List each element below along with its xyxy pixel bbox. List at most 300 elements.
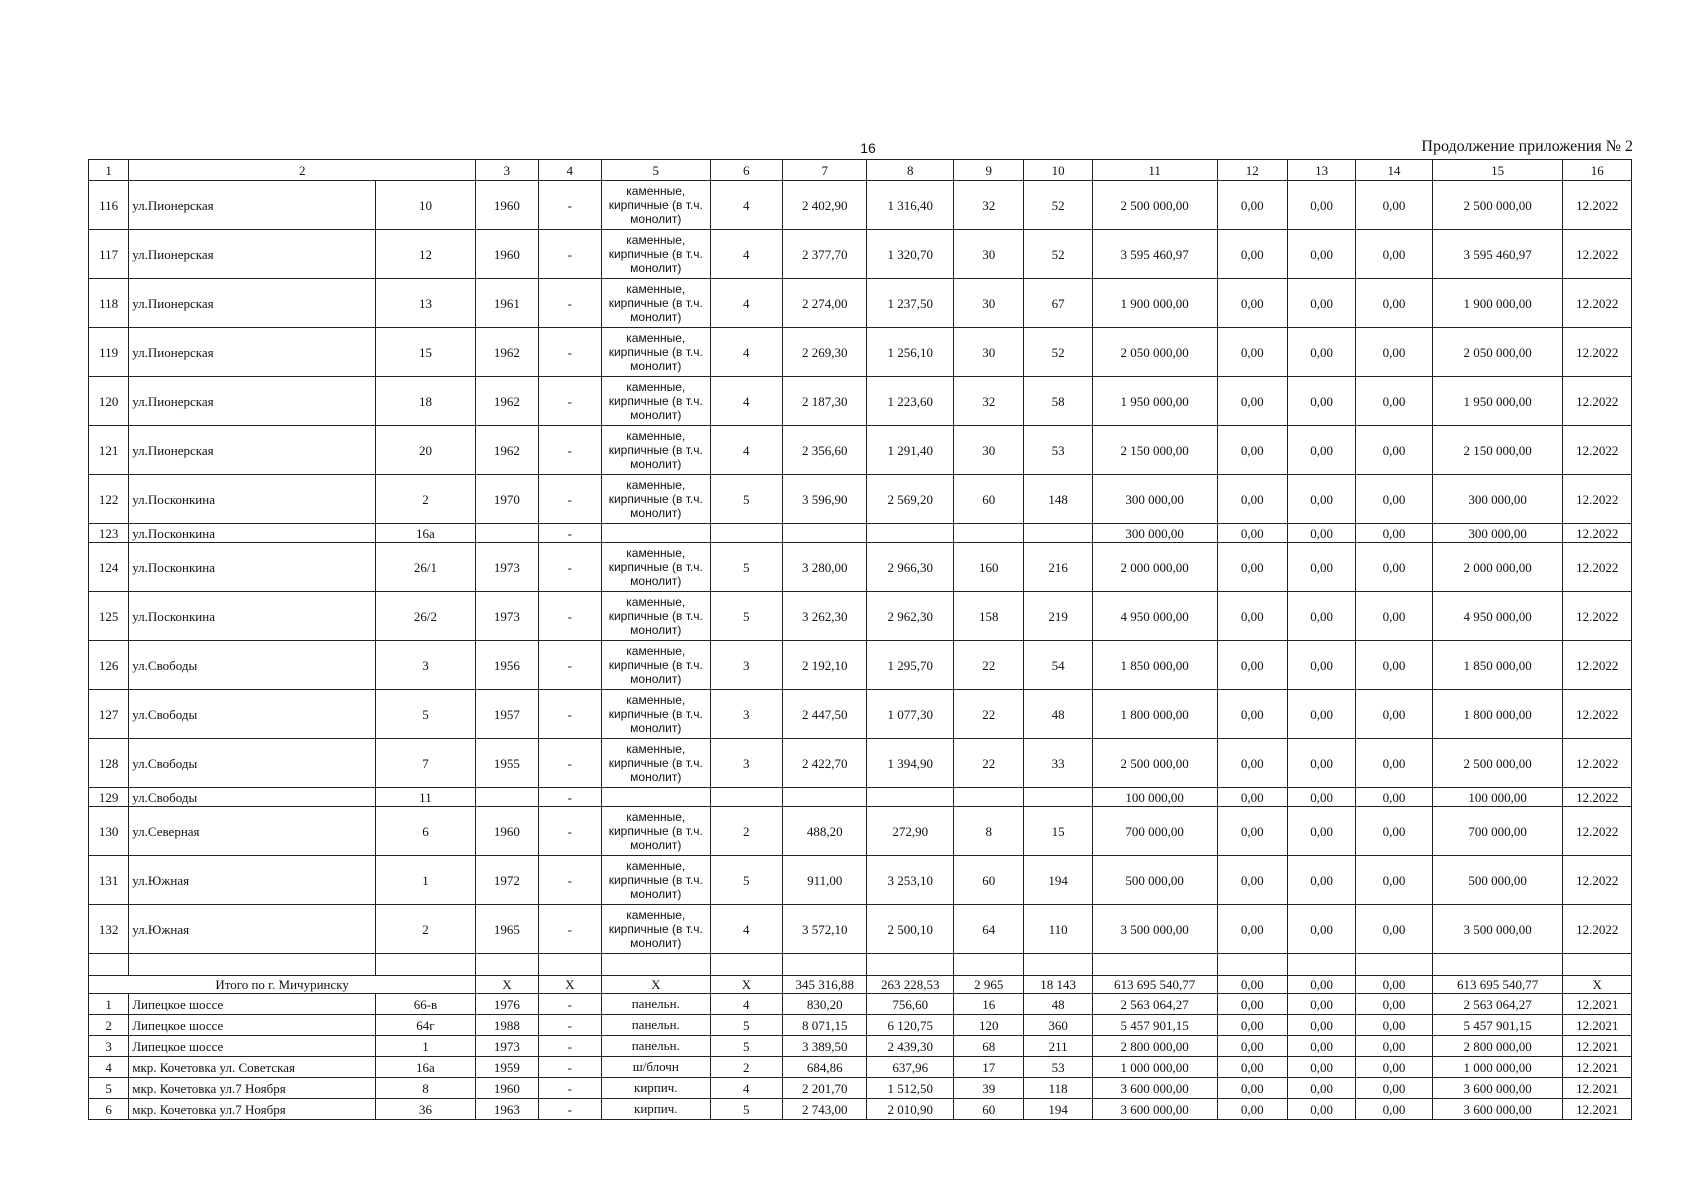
table-row	[89, 524, 1632, 543]
column-12-value: 0,00	[1217, 181, 1287, 230]
row-number: 2	[89, 1015, 129, 1036]
completion-date: 12.2022	[1563, 739, 1632, 788]
column-14-value: 0,00	[1356, 230, 1432, 279]
wall-material: каменные, кирпичные (в т.ч. монолит)	[601, 543, 710, 592]
wall-material: каменные, кирпичные (в т.ч. монолит)	[601, 426, 710, 475]
column-header: 6	[710, 160, 782, 181]
column-4-value: -	[538, 1099, 601, 1120]
column-14-value: 0,00	[1356, 1036, 1432, 1057]
column-15-value: 2 500 000,00	[1432, 181, 1563, 230]
living-area: 6 120,75	[867, 1015, 954, 1036]
blank-cell	[783, 954, 867, 976]
floor-count: 3	[710, 641, 782, 690]
build-year: 1960	[476, 230, 538, 279]
column-10-value: 15	[1024, 807, 1092, 856]
column-15-value: 700 000,00	[1432, 807, 1563, 856]
table-row	[89, 739, 1632, 788]
column-14-value: 0,00	[1356, 994, 1432, 1015]
street-name: ул.Пионерская	[129, 328, 375, 377]
column-10-value: 360	[1024, 1015, 1092, 1036]
column-14-value: 0,00	[1356, 856, 1432, 905]
table-row	[89, 994, 1632, 1015]
column-15-value: 1 800 000,00	[1432, 690, 1563, 739]
column-9-value: 60	[953, 1099, 1023, 1120]
build-year	[476, 524, 538, 543]
column-15-value: 1 900 000,00	[1432, 279, 1563, 328]
total-cost: 100 000,00	[1092, 788, 1217, 807]
total-cost: 3 600 000,00	[1092, 1099, 1217, 1120]
row-number: 118	[89, 279, 129, 328]
completion-date: 12.2022	[1563, 377, 1632, 426]
house-number: 18	[375, 377, 476, 426]
build-year: 1965	[476, 905, 538, 954]
column-header: 8	[867, 160, 954, 181]
total-cost: 1 950 000,00	[1092, 377, 1217, 426]
completion-date: 12.2021	[1563, 1057, 1632, 1078]
column-4-value: -	[538, 279, 601, 328]
column-12-value: 0,00	[1217, 328, 1287, 377]
column-header: 9	[953, 160, 1023, 181]
street-name: мкр. Кочетовка ул. Советская	[129, 1057, 375, 1078]
house-number: 8	[375, 1078, 476, 1099]
total-cost: 5 457 901,15	[1092, 1015, 1217, 1036]
column-9-value: 17	[953, 1057, 1023, 1078]
column-10-value: 148	[1024, 475, 1092, 524]
column-header: 10	[1024, 160, 1092, 181]
living-area: 1 077,30	[867, 690, 954, 739]
wall-material: каменные, кирпичные (в т.ч. монолит)	[601, 377, 710, 426]
column-header: 12	[1217, 160, 1287, 181]
total-area: 2 356,60	[783, 426, 867, 475]
street-name: ул.Посконкина	[129, 592, 375, 641]
column-12-value: 0,00	[1217, 1057, 1287, 1078]
column-4-value: -	[538, 788, 601, 807]
blank-cell	[710, 954, 782, 976]
column-10-value: 53	[1024, 1057, 1092, 1078]
total-area: 3 280,00	[783, 543, 867, 592]
house-number: 6	[375, 807, 476, 856]
total-cost: 2 500 000,00	[1092, 181, 1217, 230]
column-12-value: 0,00	[1217, 641, 1287, 690]
floor-count: 5	[710, 1015, 782, 1036]
build-year: 1970	[476, 475, 538, 524]
street-name: мкр. Кочетовка ул.7 Ноября	[129, 1099, 375, 1120]
living-area: 1 320,70	[867, 230, 954, 279]
table-row	[89, 1036, 1632, 1057]
total-floors: X	[710, 976, 782, 994]
street-name: ул.Южная	[129, 905, 375, 954]
column-13-value: 0,00	[1287, 524, 1355, 543]
build-year: 1960	[476, 181, 538, 230]
floor-count: 5	[710, 1099, 782, 1120]
total-area: 2 743,00	[783, 1099, 867, 1120]
column-9-value: 60	[953, 856, 1023, 905]
street-name: ул.Пионерская	[129, 230, 375, 279]
floor-count: 4	[710, 279, 782, 328]
house-number: 13	[375, 279, 476, 328]
row-number: 126	[89, 641, 129, 690]
house-number: 15	[375, 328, 476, 377]
appendix-heading: Продолжение приложения № 2	[1421, 138, 1633, 155]
total-area: 8 071,15	[783, 1015, 867, 1036]
column-4-value: -	[538, 641, 601, 690]
row-number: 129	[89, 788, 129, 807]
wall-material	[601, 788, 710, 807]
house-number: 64г	[375, 1015, 476, 1036]
street-name: ул.Свободы	[129, 641, 375, 690]
table-row	[89, 279, 1632, 328]
table-row	[89, 377, 1632, 426]
total-cost: 300 000,00	[1092, 524, 1217, 543]
living-area: 2 569,20	[867, 475, 954, 524]
living-area: 2 439,30	[867, 1036, 954, 1057]
column-12-value: 0,00	[1217, 905, 1287, 954]
living-area: 1 223,60	[867, 377, 954, 426]
row-number: 125	[89, 592, 129, 641]
row-number: 6	[89, 1099, 129, 1120]
column-9-value: 30	[953, 328, 1023, 377]
wall-material: каменные, кирпичные (в т.ч. монолит)	[601, 690, 710, 739]
street-name: ул.Свободы	[129, 788, 375, 807]
column-4-value: -	[538, 1015, 601, 1036]
floor-count: 4	[710, 181, 782, 230]
floor-count: 5	[710, 1036, 782, 1057]
column-13-value: 0,00	[1287, 328, 1355, 377]
wall-material: каменные, кирпичные (в т.ч. монолит)	[601, 328, 710, 377]
column-14-value: 0,00	[1356, 1015, 1432, 1036]
street-name: Липецкое шоссе	[129, 1036, 375, 1057]
column-14-value: 0,00	[1356, 690, 1432, 739]
house-number: 26/1	[375, 543, 476, 592]
column-header: 16	[1563, 160, 1632, 181]
column-9-value: 39	[953, 1078, 1023, 1099]
wall-material: кирпич.	[601, 1078, 710, 1099]
table-row	[89, 475, 1632, 524]
total-date: X	[1563, 976, 1632, 994]
column-4-value: -	[538, 739, 601, 788]
table-row	[89, 690, 1632, 739]
row-number: 121	[89, 426, 129, 475]
column-13-value: 0,00	[1287, 377, 1355, 426]
blank-cell	[1356, 954, 1432, 976]
living-area: 2 500,10	[867, 905, 954, 954]
column-header: 7	[783, 160, 867, 181]
column-14-value: 0,00	[1356, 181, 1432, 230]
street-name: ул.Посконкина	[129, 475, 375, 524]
column-10-value: 216	[1024, 543, 1092, 592]
house-number: 26/2	[375, 592, 476, 641]
table-row	[89, 592, 1632, 641]
blank-cell	[601, 954, 710, 976]
column-13-value: 0,00	[1287, 690, 1355, 739]
row-number: 117	[89, 230, 129, 279]
total-c12: 0,00	[1217, 976, 1287, 994]
column-10-value: 53	[1024, 426, 1092, 475]
table-row	[89, 905, 1632, 954]
column-15-value: 500 000,00	[1432, 856, 1563, 905]
blank-cell	[1287, 954, 1355, 976]
column-12-value: 0,00	[1217, 739, 1287, 788]
total-area-living: 263 228,53	[867, 976, 954, 994]
total-area: 488,20	[783, 807, 867, 856]
total-area: 2 274,00	[783, 279, 867, 328]
build-year: 1972	[476, 856, 538, 905]
street-name: ул.Пионерская	[129, 426, 375, 475]
completion-date: 12.2021	[1563, 994, 1632, 1015]
column-9-value: 160	[953, 543, 1023, 592]
total-cost: 2 563 064,27	[1092, 994, 1217, 1015]
blank-cell	[1563, 954, 1632, 976]
column-header: 3	[476, 160, 538, 181]
floor-count: 3	[710, 690, 782, 739]
column-4-value: -	[538, 181, 601, 230]
street-name: ул.Свободы	[129, 690, 375, 739]
completion-date: 12.2022	[1563, 524, 1632, 543]
housing-register-table	[88, 159, 1632, 1120]
row-number: 127	[89, 690, 129, 739]
column-4-value: -	[538, 1036, 601, 1057]
living-area: 1 237,50	[867, 279, 954, 328]
build-year	[476, 788, 538, 807]
blank-row	[89, 954, 1632, 976]
street-name: ул.Свободы	[129, 739, 375, 788]
wall-material: каменные, кирпичные (в т.ч. монолит)	[601, 592, 710, 641]
total-area: 2 192,10	[783, 641, 867, 690]
house-number: 1	[375, 856, 476, 905]
column-9-value: 68	[953, 1036, 1023, 1057]
wall-material: каменные, кирпичные (в т.ч. монолит)	[601, 807, 710, 856]
total-c15: 613 695 540,77	[1432, 976, 1563, 994]
completion-date: 12.2021	[1563, 1099, 1632, 1120]
completion-date: 12.2022	[1563, 905, 1632, 954]
column-4-value: -	[538, 690, 601, 739]
build-year: 1962	[476, 328, 538, 377]
floor-count: 3	[710, 739, 782, 788]
total-area: 830,20	[783, 994, 867, 1015]
column-12-value: 0,00	[1217, 856, 1287, 905]
total-cost: 2 150 000,00	[1092, 426, 1217, 475]
living-area: 1 316,40	[867, 181, 954, 230]
total-area	[783, 524, 867, 543]
total-cost: 4 950 000,00	[1092, 592, 1217, 641]
column-15-value: 3 600 000,00	[1432, 1078, 1563, 1099]
row-number: 120	[89, 377, 129, 426]
total-cost: 2 000 000,00	[1092, 543, 1217, 592]
total-cost: 300 000,00	[1092, 475, 1217, 524]
row-number: 116	[89, 181, 129, 230]
build-year: 1955	[476, 739, 538, 788]
column-9-value: 32	[953, 181, 1023, 230]
wall-material: каменные, кирпичные (в т.ч. монолит)	[601, 856, 710, 905]
build-year: 1988	[476, 1015, 538, 1036]
column-header: 14	[1356, 160, 1432, 181]
blank-cell	[538, 954, 601, 976]
floor-count: 4	[710, 426, 782, 475]
column-4-value: -	[538, 1078, 601, 1099]
column-13-value: 0,00	[1287, 279, 1355, 328]
living-area: 2 010,90	[867, 1099, 954, 1120]
column-9-value: 158	[953, 592, 1023, 641]
column-14-value: 0,00	[1356, 1099, 1432, 1120]
column-14-value: 0,00	[1356, 475, 1432, 524]
completion-date: 12.2022	[1563, 641, 1632, 690]
living-area: 1 295,70	[867, 641, 954, 690]
column-13-value: 0,00	[1287, 1099, 1355, 1120]
column-15-value: 2 050 000,00	[1432, 328, 1563, 377]
column-9-value: 32	[953, 377, 1023, 426]
house-number: 1	[375, 1036, 476, 1057]
column-10-value: 58	[1024, 377, 1092, 426]
column-header: 4	[538, 160, 601, 181]
total-area: 2 201,70	[783, 1078, 867, 1099]
total-area: 2 422,70	[783, 739, 867, 788]
living-area: 1 394,90	[867, 739, 954, 788]
table-row	[89, 426, 1632, 475]
total-area: 2 377,70	[783, 230, 867, 279]
total-area: 2 187,30	[783, 377, 867, 426]
total-c10: 18 143	[1024, 976, 1092, 994]
total-area: 3 596,90	[783, 475, 867, 524]
build-year: 1963	[476, 1099, 538, 1120]
column-12-value: 0,00	[1217, 543, 1287, 592]
total-cost: 3 600 000,00	[1092, 1078, 1217, 1099]
column-12-value: 0,00	[1217, 1036, 1287, 1057]
column-13-value: 0,00	[1287, 994, 1355, 1015]
blank-cell	[1024, 954, 1092, 976]
column-13-value: 0,00	[1287, 1057, 1355, 1078]
column-10-value: 211	[1024, 1036, 1092, 1057]
column-13-value: 0,00	[1287, 475, 1355, 524]
table-row	[89, 788, 1632, 807]
row-number: 1	[89, 994, 129, 1015]
column-15-value: 2 500 000,00	[1432, 739, 1563, 788]
column-9-value: 22	[953, 739, 1023, 788]
wall-material: панельн.	[601, 1015, 710, 1036]
build-year: 1960	[476, 1078, 538, 1099]
total-area: 3 262,30	[783, 592, 867, 641]
build-year: 1973	[476, 1036, 538, 1057]
column-4-value: -	[538, 524, 601, 543]
build-year: 1959	[476, 1057, 538, 1078]
column-header: 15	[1432, 160, 1563, 181]
floor-count	[710, 524, 782, 543]
column-4-value: -	[538, 328, 601, 377]
total-area: 2 402,90	[783, 181, 867, 230]
living-area: 1 291,40	[867, 426, 954, 475]
table-row	[89, 230, 1632, 279]
total-c13: 0,00	[1287, 976, 1355, 994]
column-12-value: 0,00	[1217, 426, 1287, 475]
completion-date: 12.2022	[1563, 856, 1632, 905]
column-header: 5	[601, 160, 710, 181]
total-c9: 2 965	[953, 976, 1023, 994]
table-row	[89, 807, 1632, 856]
row-number: 4	[89, 1057, 129, 1078]
row-number: 130	[89, 807, 129, 856]
column-13-value: 0,00	[1287, 592, 1355, 641]
house-number: 10	[375, 181, 476, 230]
completion-date: 12.2022	[1563, 788, 1632, 807]
street-name: Липецкое шоссе	[129, 994, 375, 1015]
total-cost: 613 695 540,77	[1092, 976, 1217, 994]
column-14-value: 0,00	[1356, 279, 1432, 328]
build-year: 1973	[476, 592, 538, 641]
column-9-value: 30	[953, 230, 1023, 279]
living-area: 1 512,50	[867, 1078, 954, 1099]
build-year: 1961	[476, 279, 538, 328]
street-name: ул.Посконкина	[129, 543, 375, 592]
house-number: 7	[375, 739, 476, 788]
column-15-value: 2 800 000,00	[1432, 1036, 1563, 1057]
column-9-value: 30	[953, 279, 1023, 328]
column-14-value: 0,00	[1356, 543, 1432, 592]
living-area: 1 256,10	[867, 328, 954, 377]
total-cost: 1 000 000,00	[1092, 1057, 1217, 1078]
column-9-value	[953, 788, 1023, 807]
total-label: Итого по г. Мичуринску	[89, 976, 476, 994]
column-15-value: 100 000,00	[1432, 788, 1563, 807]
column-9-value: 16	[953, 994, 1023, 1015]
street-name: ул.Пионерская	[129, 377, 375, 426]
completion-date: 12.2022	[1563, 807, 1632, 856]
table-row	[89, 543, 1632, 592]
blank-cell	[867, 954, 954, 976]
total-c4: X	[538, 976, 601, 994]
column-10-value: 194	[1024, 856, 1092, 905]
column-4-value: -	[538, 807, 601, 856]
column-13-value: 0,00	[1287, 905, 1355, 954]
column-14-value: 0,00	[1356, 905, 1432, 954]
blank-cell	[476, 954, 538, 976]
column-13-value: 0,00	[1287, 181, 1355, 230]
table-row	[89, 856, 1632, 905]
street-name: Липецкое шоссе	[129, 1015, 375, 1036]
blank-cell	[129, 954, 375, 976]
house-number: 36	[375, 1099, 476, 1120]
table-row	[89, 181, 1632, 230]
street-name: ул.Северная	[129, 807, 375, 856]
column-12-value: 0,00	[1217, 1015, 1287, 1036]
wall-material: каменные, кирпичные (в т.ч. монолит)	[601, 279, 710, 328]
column-10-value: 52	[1024, 328, 1092, 377]
column-header: 11	[1092, 160, 1217, 181]
row-number: 128	[89, 739, 129, 788]
blank-cell	[953, 954, 1023, 976]
table-row	[89, 1057, 1632, 1078]
street-name: мкр. Кочетовка ул.7 Ноября	[129, 1078, 375, 1099]
living-area	[867, 524, 954, 543]
column-15-value: 1 850 000,00	[1432, 641, 1563, 690]
column-10-value: 52	[1024, 181, 1092, 230]
build-year: 1960	[476, 807, 538, 856]
floor-count: 4	[710, 905, 782, 954]
row-number: 119	[89, 328, 129, 377]
column-9-value: 30	[953, 426, 1023, 475]
column-10-value: 54	[1024, 641, 1092, 690]
build-year: 1957	[476, 690, 538, 739]
column-4-value: -	[538, 377, 601, 426]
floor-count: 5	[710, 543, 782, 592]
column-10-value: 194	[1024, 1099, 1092, 1120]
total-cost: 3 500 000,00	[1092, 905, 1217, 954]
column-15-value: 3 500 000,00	[1432, 905, 1563, 954]
row-number: 5	[89, 1078, 129, 1099]
total-cost: 3 595 460,97	[1092, 230, 1217, 279]
column-13-value: 0,00	[1287, 1078, 1355, 1099]
column-14-value: 0,00	[1356, 377, 1432, 426]
row-number: 123	[89, 524, 129, 543]
column-13-value: 0,00	[1287, 230, 1355, 279]
